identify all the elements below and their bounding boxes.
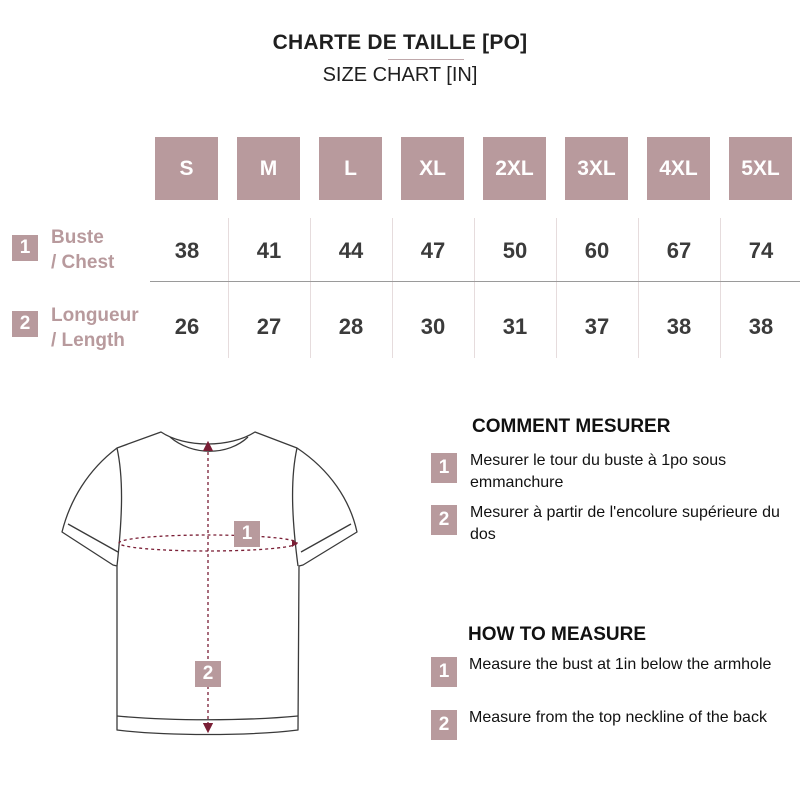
size-header-l: L [319, 137, 382, 200]
length-value-3xl: 37 [584, 314, 610, 339]
length-value-xl: 30 [420, 314, 446, 339]
chest-value-5xl: 74 [748, 238, 774, 263]
size-header-5xl: 5XL [729, 137, 792, 200]
size-header-xl: XL [401, 137, 464, 200]
how-to-fr-step1-number: 1 [431, 453, 457, 483]
row-label-chest-line2: / Chest [51, 252, 115, 273]
row-number-chest: 1 [12, 235, 38, 261]
chest-value-xl: 47 [420, 238, 446, 263]
row-label-length-line2: / Length [51, 330, 125, 351]
how-to-en-step2-text: Measure from the top neckline of the back [469, 709, 767, 726]
chart-title-fr: CHARTE DE TAILLE [PO] [272, 31, 528, 54]
chest-value-3xl: 60 [584, 238, 610, 263]
chest-value-m: 41 [256, 238, 282, 263]
row-label-chest-line1: Buste [51, 227, 104, 248]
length-value-5xl: 38 [748, 314, 774, 339]
how-to-fr-step1-text: Mesurer le tour du buste à 1po sous emmanchure [470, 452, 727, 491]
chest-value-l: 44 [338, 238, 364, 263]
length-value-m: 27 [256, 314, 282, 339]
how-to-en-step1-number: 1 [431, 657, 457, 687]
how-to-en-step2-number: 2 [431, 710, 457, 740]
size-header-m: M [237, 137, 300, 200]
length-value-4xl: 38 [666, 314, 692, 339]
length-marker: 2 [195, 661, 221, 687]
how-to-title-fr: COMMENT MESURER [472, 416, 671, 437]
chest-value-4xl: 67 [666, 238, 692, 263]
length-value-l: 28 [338, 314, 364, 339]
how-to-en-step1-text: Measure the bust at 1in below the armhole [469, 656, 772, 673]
row-number-length: 2 [12, 311, 38, 337]
length-value-2xl: 31 [502, 314, 528, 339]
how-to-fr-step2-number: 2 [431, 505, 457, 535]
size-header-4xl: 4XL [647, 137, 710, 200]
how-to-fr-step2-text: Mesurer à partir de l'encolure supérieure du dos [470, 504, 780, 543]
row-label-length-line1: Longueur [51, 305, 139, 326]
chart-title-en: SIZE CHART [IN] [322, 64, 478, 86]
length-value-s: 26 [174, 314, 200, 339]
size-header-3xl: 3XL [565, 137, 628, 200]
chest-value-s: 38 [174, 238, 200, 263]
how-to-title-en: HOW TO MEASURE [468, 624, 647, 645]
chest-marker: 1 [234, 521, 260, 547]
chest-value-2xl: 50 [502, 238, 528, 263]
size-header-s: S [155, 137, 218, 200]
size-header-2xl: 2XL [483, 137, 546, 200]
